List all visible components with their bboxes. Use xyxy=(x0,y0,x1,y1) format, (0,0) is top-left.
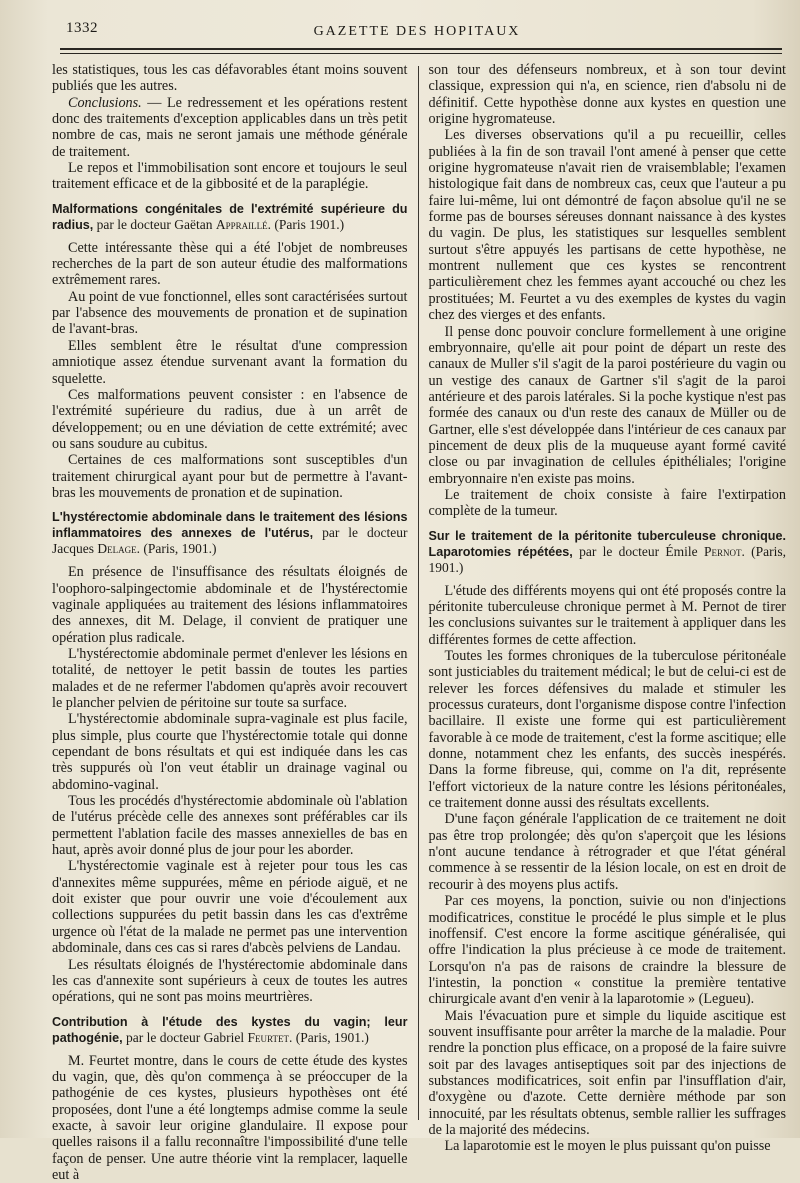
paragraph: Ces malformations peuvent consister : en l'absence de l'extrémité supérieure du radius, due à un arrêt de développement; ou en une déviation de cette extrémité; avec ou sans soudure au cubitus. xyxy=(52,386,408,452)
paragraph: En présence de l'insuffisance des résultats éloignés de l'oophoro-salpingectomie abdominale et de l'hystérectomie vaginale appliquées au traitement des lésions inflammatoires des annexes, dit M. Delage, il convient de pratiquer une opération plus radicale. xyxy=(52,564,408,646)
conclusions-lead: Conclusions. xyxy=(68,94,142,111)
paragraph: Certaines de ces malformations sont susceptibles d'un traitement chirurgical ayant pour but de permettre à l'avant-bras les mouvements de pronation et de supination. xyxy=(52,452,408,501)
paragraph: Les résultats éloignés de l'hystérectomie abdominale dans les cas d'annexite sont supérieurs à ceux de toutes les autres opérations, qui ne sont pas moins meurtrières. xyxy=(52,956,408,1006)
paragraph: les statistiques, tous les cas défavorables étant moins souvent publiés que les autres. xyxy=(52,62,408,95)
paragraph xyxy=(52,95,408,160)
article-author: Pernot xyxy=(703,543,742,559)
page-header xyxy=(52,18,782,58)
paragraph: Cette intéressante thèse qui a été l'objet de nombreuses recherches de la part de son auteur étudie des malformations extrêmement rares. xyxy=(52,239,408,289)
article-source: . (Paris, 1901.) xyxy=(428,543,787,575)
article-heading xyxy=(52,202,408,233)
article-heading xyxy=(52,510,408,557)
article-heading xyxy=(429,529,787,576)
article-title: Malformations congénitales de l'extrémité supérieure du radius, xyxy=(52,201,408,232)
paragraph: Il pense donc pouvoir conclure formellement à une origine embryonnaire, qu'elle ait pour point de départ un reste des canaux de Muller s'il s'agit de la paroi postérieure du vagin ou un vestige des canaux de Gartner s'il s'agit de la paroi antérieure et des parois latérales. Si la poche kystique n'est pas formée des canaux ou d'un reste des canaux de Müller ou de Gartner, elle s'est développée dans l'intérieur de ces canaux par pincement de deux plis de la muqueuse ayant formé cavité close ou par invagination de cellules épithéliales; l'origine embryonnaire n'en existe pas moins. xyxy=(428,323,786,487)
paragraph: L'hystérectomie vaginale est à rejeter pour tous les cas d'annexites même suppurées, même en période aiguë, et ne doit exister que pour ouvrir une voie d'écoulement aux collections suppurées du petit bassin dans les cas d'extrême urgence où l'état de la malade ne permet pas une intervention abdominale, dans ces cas si rares d'abcès pelviens de Landau. xyxy=(52,858,408,957)
article-byline: par le docteur Gaëtan xyxy=(93,216,216,232)
page-number: 1332 xyxy=(66,20,98,36)
paragraph: son tour des défenseurs nombreux, et à son tour devint classique, expression qui n'a, en science, rien d'absolu ni de définitif. Cette hypothèse donne aux kystes en question une origine hygromateuse. xyxy=(428,62,786,128)
header-rule-thin xyxy=(60,53,782,54)
article-source: . (Paris 1901.) xyxy=(267,216,345,232)
article-title: L'hystérectomie abdominale dans le traitement des lésions inflammatoires des annexes de l'utérus, xyxy=(52,510,408,541)
paragraph: La laparotomie est le moyen le plus puissant qu'on puisse xyxy=(444,1138,771,1155)
article-title: Contribution à l'étude des kystes du vagin; leur pathogénie, xyxy=(52,1014,408,1045)
text-columns xyxy=(52,62,787,1183)
paragraph: M. Feurtet montre, dans le cours de cette étude des kystes du vagin, que, dès qu'on commença à se préoccuper de la pathogénie de ces kystes, plusieurs hypothèses ont été proposées, dont l'une a été longtemps admise comme la seule exacte, à savoir leur origine glandulaire. Il expose pour quelles raisons il a fallu reconnaître l'impossibilité d'une telle façon de penser. Une autre théorie vint la remplacer, laquelle eut à xyxy=(52,1052,408,1183)
article-title: Sur le traitement de la péritonite tuberculeuse chronique. Laparotomies répétées, xyxy=(428,528,786,559)
paragraph: Toutes les formes chroniques de la tuberculose péritonéale sont justiciables du traitement médical; le but de celui-ci est de relever les forces défensives du malade et stimuler les processus curateurs, dont l'organisme dispose contre l'infection bacillaire. Il existe une forme qui est particulièrement favorable à ce mode de traitement, c'est la forme ascitique; elle donne, notamment chez les enfants, des succès inespérés. Dans la forme fibreuse, qui, comme on l'a dit, représente l'effort victorieux de la nature contre les lésions péritonéales, ce traitement donne aussi des résultats excellents. xyxy=(428,648,786,812)
paragraph: Tous les procédés d'hystérectomie abdominale où l'ablation de l'utérus précède celle des annexes sont préférables car ils permettent l'ablation facile des masses annexielles de bas en haut, après avoir donné plus de jour pour les aborder. xyxy=(52,793,408,859)
article-author: Appraillé xyxy=(215,216,268,232)
paragraph: Mais l'évacuation pure et simple du liquide ascitique est souvent insuffisante pour arrêter la marche de la maladie. Pour rendre la ponction plus efficace, on a proposé de la faire suivre soit par des lavages antiseptiques soit par des injections de substances modificatrices, soit enfin par l'insufflation d'air, d'oxygène ou d'azote. Cette dernière méthode par son innocuité, par les résultats obtenus, semble rallier les suffrages de la majorité des médecins. xyxy=(428,1007,786,1138)
article-byline: par le docteur Jacques xyxy=(52,525,408,557)
paragraph: Le repos et l'immobilisation sont encore et toujours le seul traitement efficace et de la gibbosité et de la paraplégie. xyxy=(52,160,408,193)
article-source: . (Paris, 1901.) xyxy=(136,541,217,557)
paragraph: L'hystérectomie abdominale permet d'enlever les lésions en totalité, de nettoyer le petit bassin de toutes les parties malades et de ne refermer l'abdomen qu'après avoir recouvert le plancher pelvien de péritoine sur toute sa surface. xyxy=(52,645,408,711)
left-column xyxy=(52,62,418,1183)
paragraph: Au point de vue fonctionnel, elles sont caractérisées surtout par l'absence des mouvements de pronation et de supination de l'avant-bras. xyxy=(52,288,408,338)
paragraph: L'étude des différents moyens qui ont été proposés contre la péritonite tuberculeuse chronique permet à M. Pernot de tirer les conclusions suivantes sur le traitement à appliquer dans les différentes formes de cette affection. xyxy=(428,582,786,648)
paragraph: Par ces moyens, la ponction, suivie ou non d'injections modificatrices, constitue le procédé le plus simple et le plus inoffensif. C'est encore la forme ascitique généralisée, qui offre l'indication la plus précieuse à ce mode de traitement. Lorsqu'on n'a pas de raisons de craindre la blessure de l'intestin, la ponction « constitue la première tentative chirurgicale avant d'en venir à la laparotomie » (Legueu). xyxy=(428,893,786,1008)
paragraph: L'hystérectomie abdominale supra-vaginale est plus facile, plus simple, plus courte que l'hystérectomie totale qui donne cependant de bons résultats et qui est indiquée dans les cas très suppurés où l'on veut établir un drainage vaginal ou abdomino-vaginal. xyxy=(52,711,408,793)
paragraph: Les diverses observations qu'il a pu recueillir, celles publiées à la fin de son travail l'ont amené à penser que cette origine hygromateuse n'avait rien de vraisemblable; l'examen histologique fait dans de nombreux cas, ceux que l'auteur a pu faire lui-même, lui ont démontré de façon absolue qu'il ne se forme pas de bourses séreuses donnant naissance à des kystes du vagin. De plus, les statistiques sur lesquelles semblent surtout s'être appuyés les partisans de cette hypothèse, ne montrent nullement que ces kystes se rencontrent particulièrement chez les femmes ayant accouché ou chez les prostituées; M. Feurtet a vu des exemples de kystes du vagin chez des vierges et des enfants. xyxy=(428,127,786,324)
article-byline: par le docteur Gabriel xyxy=(122,1029,248,1045)
article-byline: par le docteur Émile xyxy=(572,543,704,559)
running-title: GAZETTE DES HOPITAUX xyxy=(313,24,521,39)
article-author: Feurtet xyxy=(247,1029,289,1045)
paragraph: D'une façon générale l'application de ce traitement ne doit pas être trop prolongée; dès qu'on s'aperçoit que les lésions n'ont aucune tendance à rétrograder et que l'état général commence à se ressentir de la lésion locale, on est en droit de recourir à des moyens plus actifs. xyxy=(428,811,786,893)
paragraph: Elles semblent être le résultat d'une compression amniotique assez étendue survenant avant la formation du squelette. xyxy=(52,337,408,387)
article-author: Delage xyxy=(97,541,137,557)
header-rule-thick xyxy=(60,48,782,50)
paragraph: Le traitement de choix consiste à faire l'extirpation complète de la tumeur. xyxy=(428,486,786,520)
article-source: . (Paris, 1901.) xyxy=(288,1029,369,1045)
right-column xyxy=(419,62,787,1155)
conclusions-text: — Le redressement et les opérations restent donc des traitements d'exception applicables dans un très petit nombre de cas, mais ne seront jamais une méthode générale de traitement. xyxy=(52,94,408,160)
article-heading xyxy=(52,1015,408,1046)
